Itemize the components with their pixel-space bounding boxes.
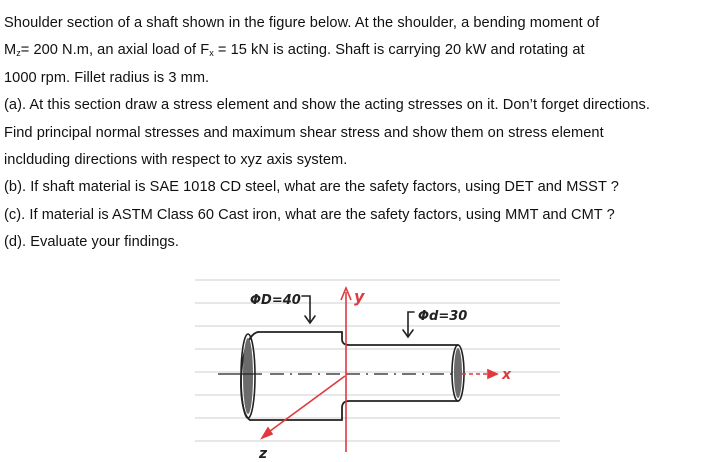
notebook-rules (195, 280, 560, 441)
x-axis (462, 370, 497, 378)
z-axis (262, 376, 345, 438)
shaft-outline (241, 332, 458, 420)
x-axis-label: x (502, 367, 512, 383)
right-end-face (452, 345, 464, 401)
y-axis-label: y (354, 287, 365, 306)
problem-line-1: Shoulder section of a shaft shown in the figure below. At the shoulder, a bending moment of (4, 15, 600, 31)
problem-line-2-middle: = 200 N.m, an axial load of F (20, 42, 210, 59)
moment-symbol: M (4, 42, 17, 59)
problem-statement (4, 10, 714, 257)
question-a-continued-2: inclduding directions with respect to xyz axis system. (4, 152, 348, 169)
large-diameter-label: ΦD=40 (250, 293, 301, 308)
dimension-arrows (302, 296, 414, 337)
question-c: (c). If material is ASTM Class 60 Cast iron, what are the safety factors, using MMT and CMT ? (4, 206, 615, 223)
left-end-face (241, 334, 255, 418)
force-subscript: x (209, 48, 214, 59)
z-axis-label: z (259, 446, 268, 462)
question-d: (d). Evaluate your findings. (4, 234, 179, 251)
problem-line-3: 1000 rpm. Fillet radius is 3 mm. (4, 69, 210, 86)
question-a-continued: Find principal normal stresses and maximum shear stress and show them on stress element (4, 124, 604, 141)
moment-subscript: z (16, 48, 21, 59)
question-a: (a). At this section draw a stress element and show the acting stresses on it. Don’t forget directions. (4, 97, 650, 114)
small-diameter-label: Φd=30 (418, 309, 468, 324)
problem-line-2-end: = 15 kN is acting. Shaft is carrying 20 kW and rotating at (213, 42, 585, 59)
question-b: (b). If shaft material is SAE 1018 CD steel, what are the safety factors, using DET and MSST ? (4, 179, 619, 196)
problem-line-2 (4, 37, 714, 64)
y-axis (341, 288, 351, 452)
